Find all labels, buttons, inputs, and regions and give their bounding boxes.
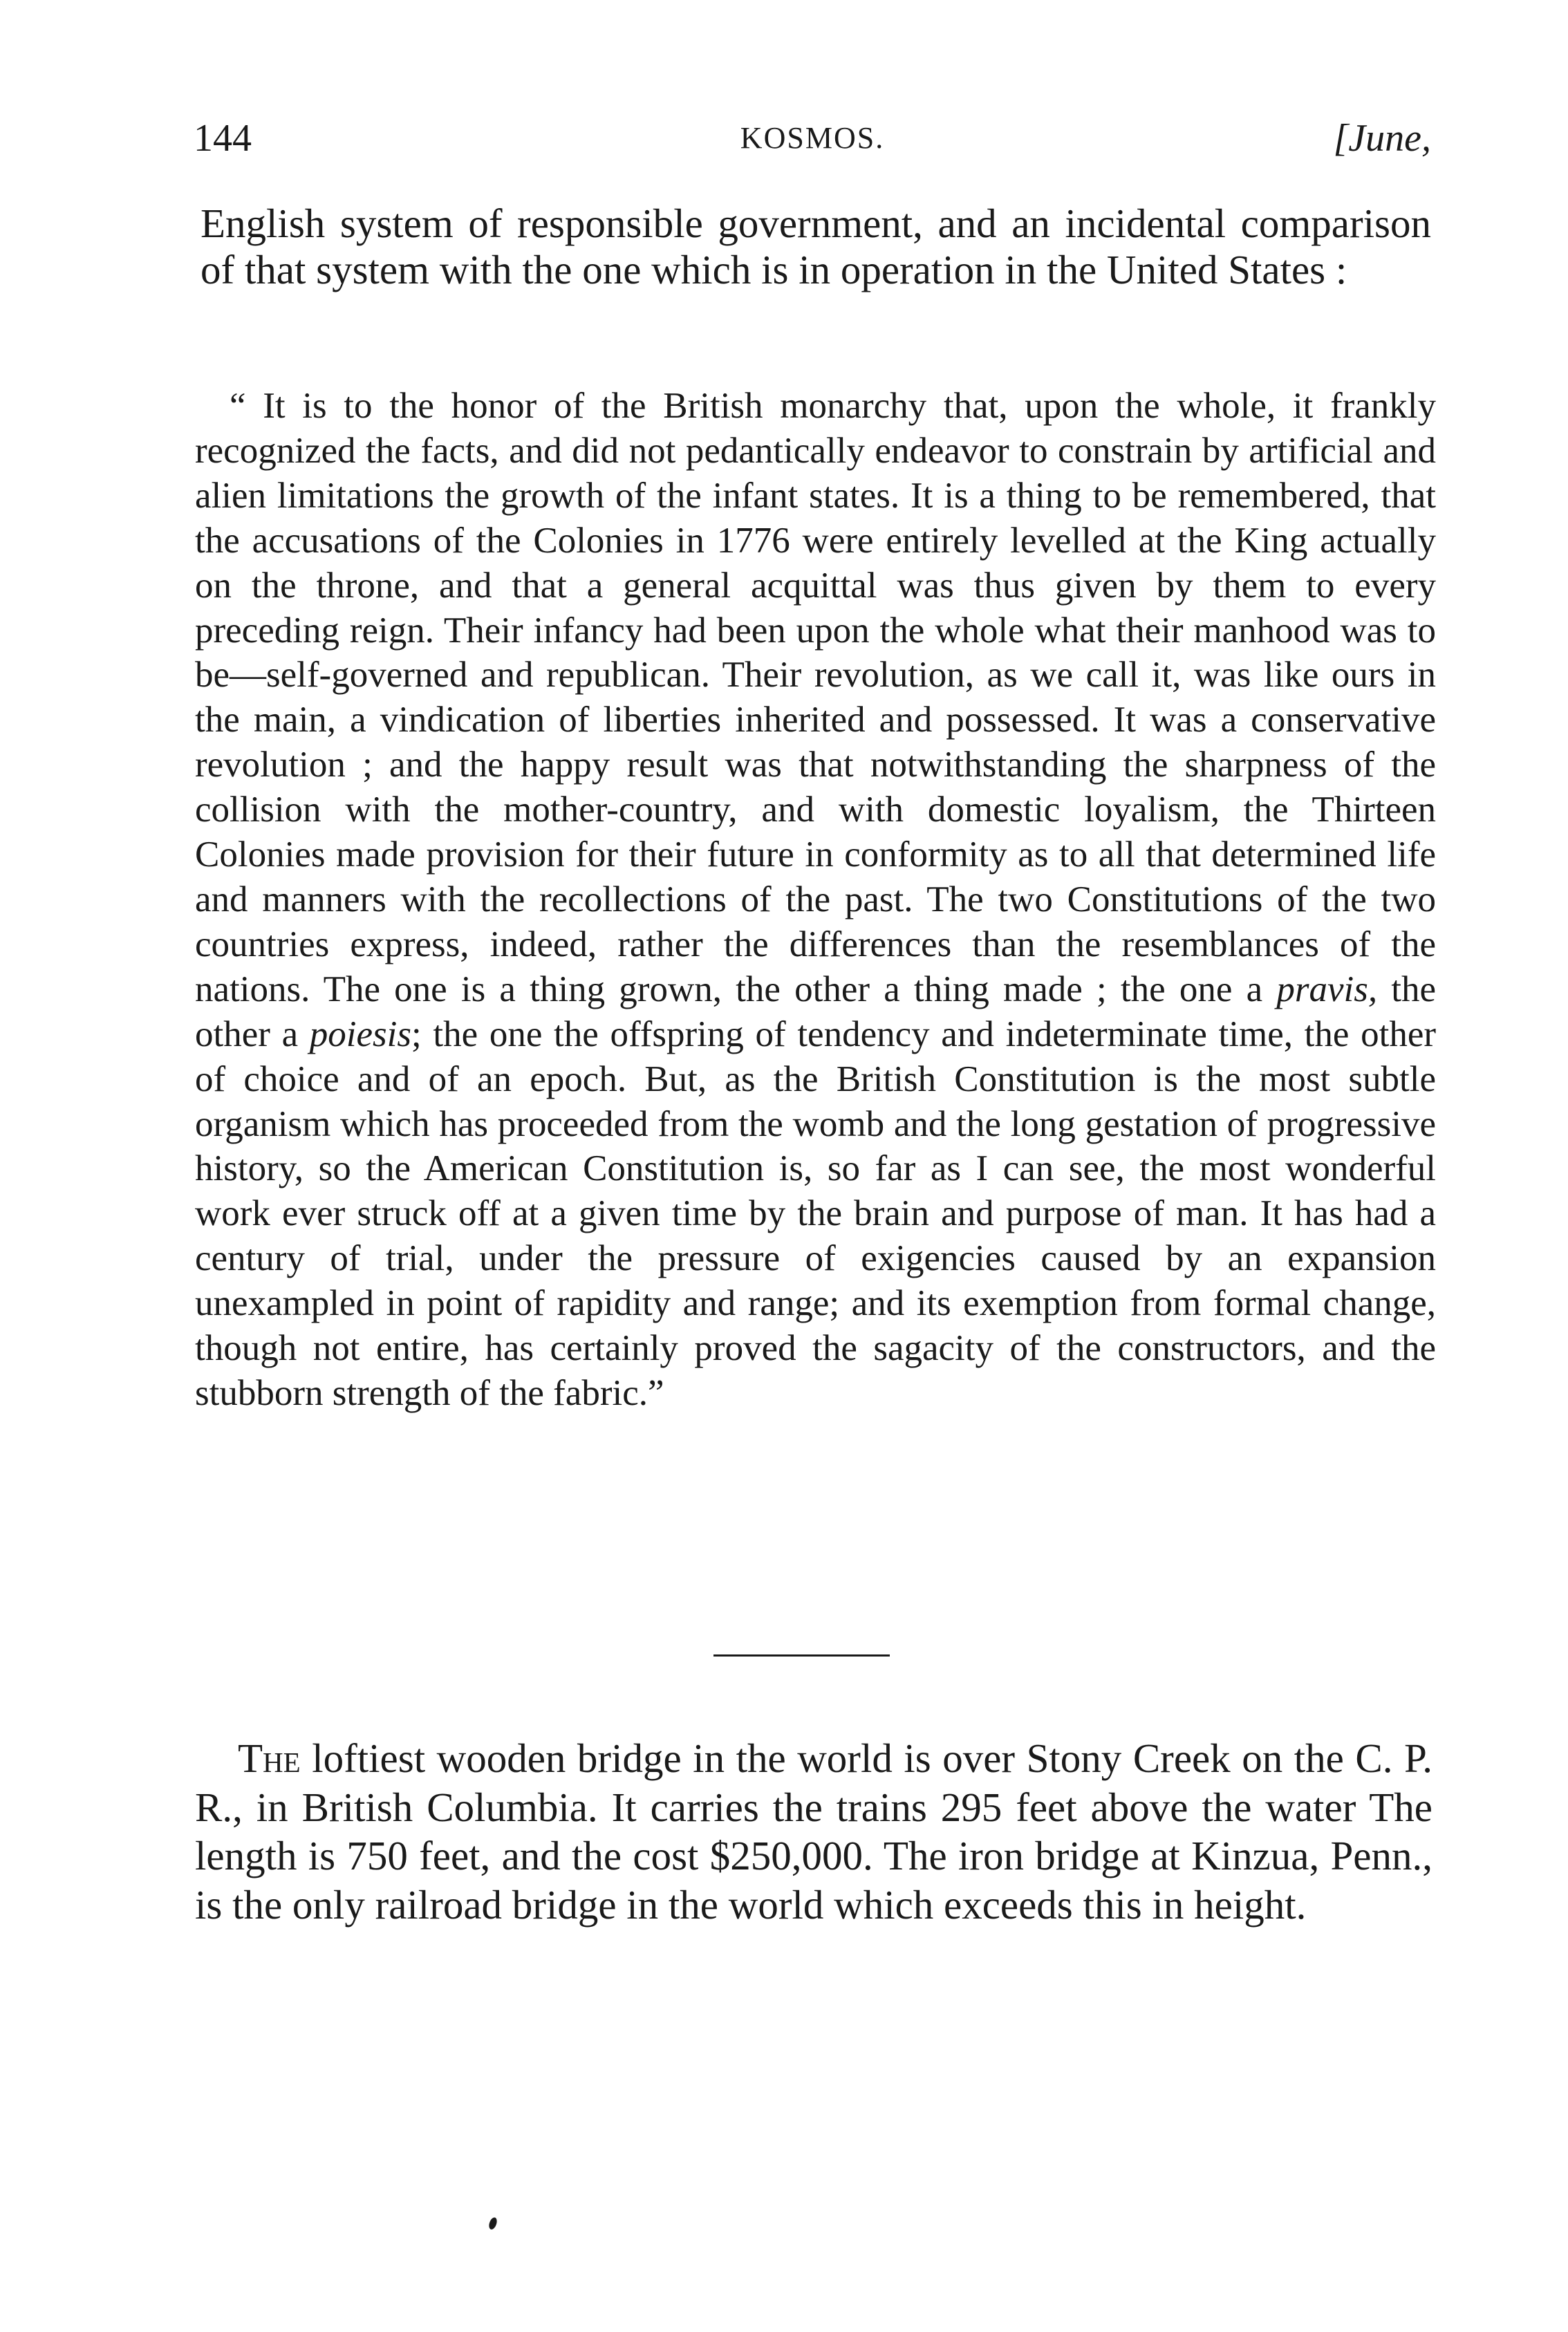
quotation-italic-poiesis: poiesis xyxy=(309,1014,412,1054)
running-title: KOSMOS. xyxy=(740,121,885,155)
quotation-text-3: ; the one the offspring of tendency and indeterminate time, the other of choice and of an epoch. But, as the British Constitution is the most subtle organism which has proceeded from the womb and the long gestation of progressive history, so the American Constitution is, so far as I can see, the most wonderful work ever struck off at a given time by the brain and purpose of man. It has had a century of trial, under the pressure of exigencies caused by an expansion unexampled in point of rapidity and range; and its exemption from formal change, though not entire, has certainly proved the sagacity of the constructors, and the stubborn strength of the fabric.” xyxy=(195,1014,1437,1413)
bridge-note-paragraph xyxy=(195,1734,1432,1929)
section-divider xyxy=(713,1654,890,1657)
intro-paragraph: English system of responsible government, and an incidental comparison of that system with the one which is in operation in the United States : xyxy=(200,200,1431,292)
page-header xyxy=(194,116,1431,178)
quotation-italic-pravis: pravis, xyxy=(1276,969,1378,1009)
running-month xyxy=(1333,116,1431,160)
quotation-text-2: the other a xyxy=(195,969,1437,1054)
page-number: 144 xyxy=(194,117,252,160)
note-lead-word: The xyxy=(238,1735,301,1781)
ink-speck xyxy=(487,2217,498,2230)
quotation-text-1: “ It is to the honor of the British monarchy that, upon the whole, it frankly recognized the facts, and did not pedantically endeavor to constrain by artificial and alien limitations the growth of the infant states. It is a thing to be remembered, that the accusations of the Colonies in 1776 were entirely levelled at the King actually on the throne, and that a general acquittal was thus given by them to every preceding reign. Their infancy had been upon the whole what their manhood was to be—self-governed and republican. Their revolution, as we call it, was like ours in the main, a vindication of liberties inherited and possessed. It was a conservative revolution ; and the happy result was that notwithstanding the sharpness of the collision with the mother-country, and with domestic loyalism, the Thirteen Colonies made provision for their future in conformity as to all that determined life and manners with the recollections of the past. The two Constitutions of the two countries express, indeed, rather the differences than the resemblances of the nations. The one is a thing grown, the other a thing made ; the one a xyxy=(195,386,1436,1009)
note-text: loftiest wooden bridge in the world is over Stony Creek on the C. P. R., in British Columbia. It carries the trains 295 feet above the water The length is 750 feet, and the cost $250,000. The iron bridge at Kinzua, Penn., is the only railroad bridge in the world which exceeds this in height. xyxy=(195,1735,1432,1928)
quotation-paragraph xyxy=(195,384,1436,1416)
running-month-text: [June, xyxy=(1333,117,1431,160)
